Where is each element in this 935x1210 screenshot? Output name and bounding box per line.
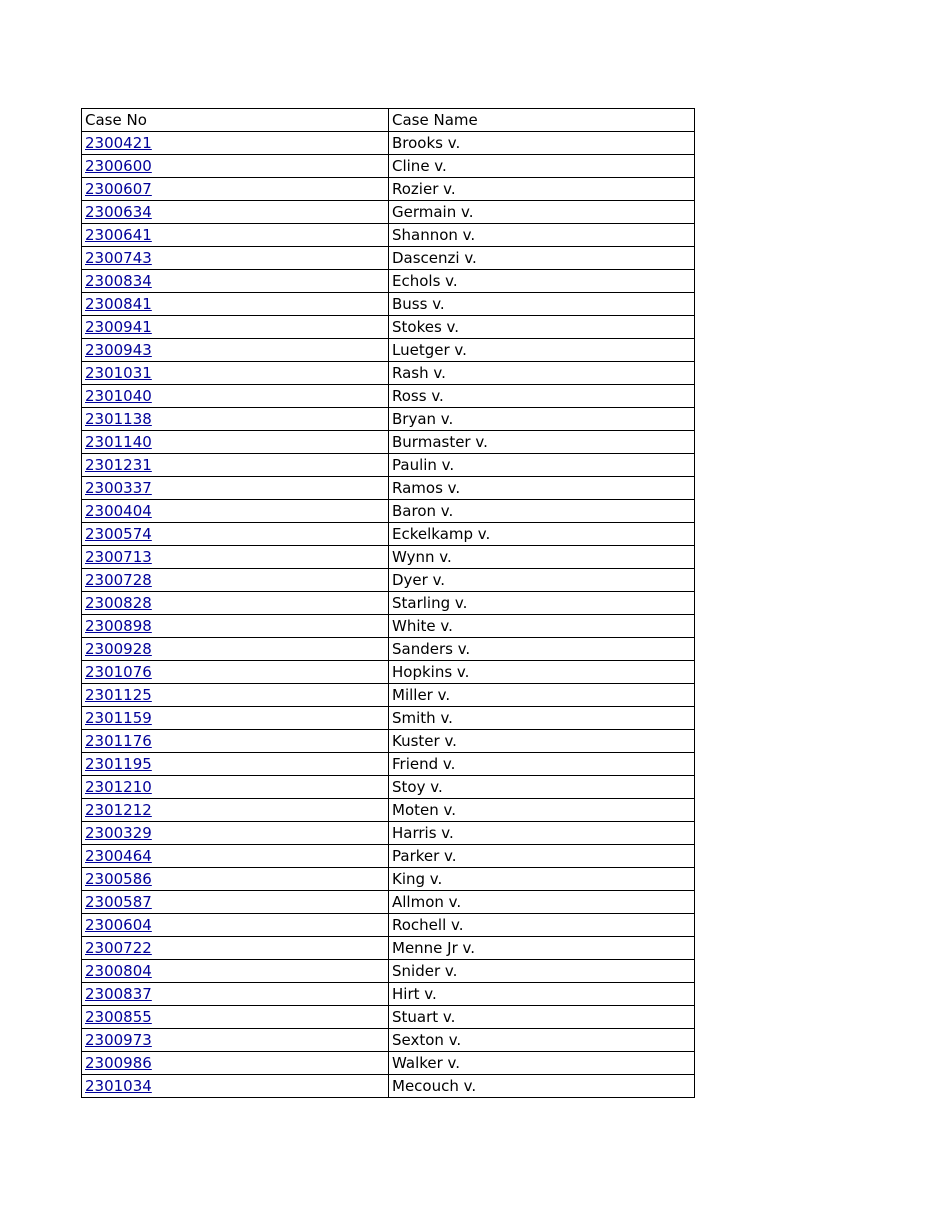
table-row: [82, 868, 695, 891]
case-no-cell: [82, 638, 389, 661]
case-no-cell: [82, 1029, 389, 1052]
case-no-cell: [82, 201, 389, 224]
case-no-link[interactable]: 2300607: [85, 179, 152, 198]
table-row: [82, 1052, 695, 1075]
case-no-link[interactable]: 2301125: [85, 685, 152, 704]
case-no-cell: [82, 293, 389, 316]
table-row: [82, 822, 695, 845]
case-no-link[interactable]: 2300337: [85, 478, 152, 497]
case-no-cell: [82, 224, 389, 247]
case-no-cell: [82, 132, 389, 155]
case-no-link[interactable]: 2300641: [85, 225, 152, 244]
case-no-cell: [82, 960, 389, 983]
case-name-cell: Harris v.: [389, 822, 695, 845]
table-row: [82, 891, 695, 914]
case-no-cell: [82, 408, 389, 431]
case-no-cell: [82, 546, 389, 569]
case-name-cell: Allmon v.: [389, 891, 695, 914]
table-body: [82, 132, 695, 1098]
case-name-cell: Kuster v.: [389, 730, 695, 753]
case-name-cell: Menne Jr v.: [389, 937, 695, 960]
case-no-link[interactable]: 2300973: [85, 1030, 152, 1049]
case-no-link[interactable]: 2301159: [85, 708, 152, 727]
case-no-link[interactable]: 2300941: [85, 317, 152, 336]
case-no-link[interactable]: 2301138: [85, 409, 152, 428]
case-no-link[interactable]: 2300713: [85, 547, 152, 566]
case-name-cell: Moten v.: [389, 799, 695, 822]
case-no-link[interactable]: 2300943: [85, 340, 152, 359]
table-row: [82, 155, 695, 178]
column-header-case-name: Case Name: [389, 109, 695, 132]
case-no-cell: [82, 891, 389, 914]
column-header-case-no: Case No: [82, 109, 389, 132]
table-row: [82, 247, 695, 270]
table-row: [82, 178, 695, 201]
case-no-cell: [82, 661, 389, 684]
case-no-cell: [82, 799, 389, 822]
table-row: [82, 408, 695, 431]
table-row: [82, 546, 695, 569]
table-row: [82, 270, 695, 293]
table-row: [82, 201, 695, 224]
table-row: [82, 799, 695, 822]
case-no-link[interactable]: 2300728: [85, 570, 152, 589]
case-no-cell: [82, 569, 389, 592]
case-no-cell: [82, 477, 389, 500]
case-no-cell: [82, 983, 389, 1006]
case-no-link[interactable]: 2300841: [85, 294, 152, 313]
case-no-cell: [82, 914, 389, 937]
table-row: [82, 661, 695, 684]
table-row: [82, 776, 695, 799]
case-name-cell: Paulin v.: [389, 454, 695, 477]
case-no-link[interactable]: 2301040: [85, 386, 152, 405]
case-no-cell: [82, 592, 389, 615]
table-row: [82, 1029, 695, 1052]
case-no-cell: [82, 868, 389, 891]
table-row: [82, 523, 695, 546]
table-row: [82, 983, 695, 1006]
table-row: [82, 1075, 695, 1098]
case-no-cell: [82, 339, 389, 362]
case-no-link[interactable]: 2300604: [85, 915, 152, 934]
table-row: [82, 914, 695, 937]
case-no-link[interactable]: 2300586: [85, 869, 152, 888]
case-no-cell: [82, 776, 389, 799]
case-name-cell: Dyer v.: [389, 569, 695, 592]
case-no-link[interactable]: 2300464: [85, 846, 152, 865]
case-no-cell: [82, 822, 389, 845]
table-row: [82, 615, 695, 638]
case-name-cell: Bryan v.: [389, 408, 695, 431]
case-no-link[interactable]: 2300587: [85, 892, 152, 911]
case-no-link[interactable]: 2301210: [85, 777, 152, 796]
case-name-cell: Parker v.: [389, 845, 695, 868]
table-row: [82, 684, 695, 707]
case-no-link[interactable]: 2300834: [85, 271, 152, 290]
table-row: [82, 362, 695, 385]
case-name-cell: Miller v.: [389, 684, 695, 707]
case-no-cell: [82, 316, 389, 339]
case-no-link[interactable]: 2300421: [85, 133, 152, 152]
case-no-link[interactable]: 2301034: [85, 1076, 152, 1095]
case-no-link[interactable]: 2301140: [85, 432, 152, 451]
case-name-cell: White v.: [389, 615, 695, 638]
case-no-cell: [82, 431, 389, 454]
table-row: [82, 937, 695, 960]
table-row: [82, 845, 695, 868]
case-no-link[interactable]: 2300634: [85, 202, 152, 221]
case-no-link[interactable]: 2300804: [85, 961, 152, 980]
case-no-cell: [82, 753, 389, 776]
case-name-cell: Germain v.: [389, 201, 695, 224]
case-no-link[interactable]: 2301195: [85, 754, 152, 773]
case-no-cell: [82, 1006, 389, 1029]
case-name-cell: Hirt v.: [389, 983, 695, 1006]
case-no-cell: [82, 385, 389, 408]
case-no-link[interactable]: 2300722: [85, 938, 152, 957]
case-no-cell: [82, 707, 389, 730]
case-name-cell: Stoy v.: [389, 776, 695, 799]
table-row: [82, 431, 695, 454]
table-row: [82, 638, 695, 661]
case-no-cell: [82, 523, 389, 546]
case-no-link[interactable]: 2301076: [85, 662, 152, 681]
case-list-section: [81, 108, 695, 1098]
table-row: [82, 1006, 695, 1029]
case-no-cell: [82, 1052, 389, 1075]
case-no-cell: [82, 247, 389, 270]
case-name-cell: Starling v.: [389, 592, 695, 615]
case-no-cell: [82, 845, 389, 868]
case-no-cell: [82, 684, 389, 707]
case-no-link[interactable]: 2300574: [85, 524, 152, 543]
case-no-link[interactable]: 2300855: [85, 1007, 152, 1026]
table-row: [82, 316, 695, 339]
case-no-cell: [82, 1075, 389, 1098]
case-name-cell: Sexton v.: [389, 1029, 695, 1052]
case-no-link[interactable]: 2300404: [85, 501, 152, 520]
case-no-cell: [82, 270, 389, 293]
case-name-cell: Echols v.: [389, 270, 695, 293]
table-row: [82, 730, 695, 753]
case-name-cell: Sanders v.: [389, 638, 695, 661]
case-no-link[interactable]: 2301212: [85, 800, 152, 819]
case-name-cell: King v.: [389, 868, 695, 891]
table-row: [82, 707, 695, 730]
case-name-cell: Buss v.: [389, 293, 695, 316]
case-no-link[interactable]: 2300837: [85, 984, 152, 1003]
table-row: [82, 454, 695, 477]
case-name-cell: Ross v.: [389, 385, 695, 408]
table-row: [82, 753, 695, 776]
case-name-cell: Shannon v.: [389, 224, 695, 247]
table-row: [82, 224, 695, 247]
case-name-cell: Mecouch v.: [389, 1075, 695, 1098]
table-row: [82, 339, 695, 362]
case-name-cell: Brooks v.: [389, 132, 695, 155]
case-no-link[interactable]: 2301176: [85, 731, 152, 750]
case-no-link[interactable]: 2300743: [85, 248, 152, 267]
case-name-cell: Cline v.: [389, 155, 695, 178]
case-name-cell: Ramos v.: [389, 477, 695, 500]
case-no-cell: [82, 454, 389, 477]
case-no-link[interactable]: 2300600: [85, 156, 152, 175]
case-name-cell: Eckelkamp v.: [389, 523, 695, 546]
table-row: [82, 385, 695, 408]
case-name-cell: Hopkins v.: [389, 661, 695, 684]
case-no-cell: [82, 362, 389, 385]
case-no-link[interactable]: 2300828: [85, 593, 152, 612]
table-row: [82, 293, 695, 316]
cases-table: [81, 108, 695, 1098]
case-name-cell: Stokes v.: [389, 316, 695, 339]
case-no-link[interactable]: 2300928: [85, 639, 152, 658]
table-row: [82, 569, 695, 592]
case-name-cell: Dascenzi v.: [389, 247, 695, 270]
table-row: [82, 960, 695, 983]
table-row: [82, 592, 695, 615]
case-name-cell: Burmaster v.: [389, 431, 695, 454]
case-no-cell: [82, 615, 389, 638]
case-no-cell: [82, 155, 389, 178]
case-no-link[interactable]: 2300898: [85, 616, 152, 635]
case-name-cell: Walker v.: [389, 1052, 695, 1075]
case-no-link[interactable]: 2300329: [85, 823, 152, 842]
case-no-cell: [82, 730, 389, 753]
case-name-cell: Baron v.: [389, 500, 695, 523]
case-no-cell: [82, 178, 389, 201]
case-name-cell: Stuart v.: [389, 1006, 695, 1029]
case-name-cell: Rozier v.: [389, 178, 695, 201]
case-no-link[interactable]: 2301231: [85, 455, 152, 474]
header-row: [82, 109, 695, 132]
table-row: [82, 500, 695, 523]
case-name-cell: Friend v.: [389, 753, 695, 776]
case-name-cell: Rash v.: [389, 362, 695, 385]
table-row: [82, 477, 695, 500]
case-name-cell: Rochell v.: [389, 914, 695, 937]
case-no-link[interactable]: 2301031: [85, 363, 152, 382]
case-no-cell: [82, 500, 389, 523]
table-row: [82, 132, 695, 155]
case-name-cell: Smith v.: [389, 707, 695, 730]
case-no-link[interactable]: 2300986: [85, 1053, 152, 1072]
case-name-cell: Luetger v.: [389, 339, 695, 362]
case-name-cell: Wynn v.: [389, 546, 695, 569]
case-no-cell: [82, 937, 389, 960]
case-name-cell: Snider v.: [389, 960, 695, 983]
